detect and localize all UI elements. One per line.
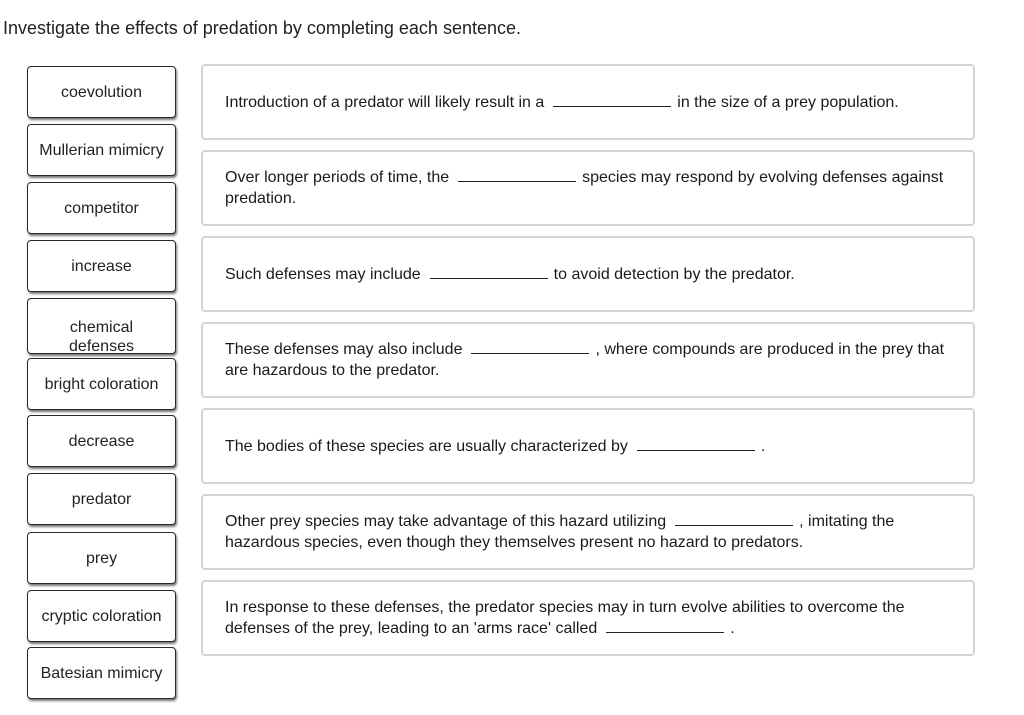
answer-drop-zone[interactable]	[675, 513, 793, 526]
sentence-after: in the size of a prey population.	[677, 93, 899, 111]
sentence-after: , where compounds are produced in the prey that are hazardous to the predator.	[225, 341, 945, 379]
answer-chip-mullerian-mimicry[interactable]	[27, 124, 176, 176]
sentence-row	[201, 580, 975, 656]
sentence-before: Such defenses may include	[225, 265, 421, 283]
sentence-before: The bodies of these species are usually characterized by	[225, 437, 628, 455]
answer-chip-increase[interactable]	[27, 240, 176, 292]
answer-chip-coevolution[interactable]	[27, 66, 176, 118]
sentence-row	[201, 64, 975, 140]
sentence-text	[225, 92, 899, 113]
sentence-row	[201, 494, 975, 570]
sentence-text	[225, 597, 951, 639]
answer-chip-predator[interactable]	[27, 473, 176, 525]
answer-chip-cryptic-coloration[interactable]	[27, 590, 176, 642]
chip-label: chemical defenses	[69, 319, 134, 354]
chip-label: competitor	[64, 199, 139, 217]
sentence-row	[201, 236, 975, 312]
answer-chip-chemical-defenses[interactable]	[27, 298, 176, 354]
chip-label: increase	[71, 257, 132, 275]
sentence-row	[201, 322, 975, 398]
sentence-text	[225, 264, 795, 285]
chip-label: prey	[85, 549, 118, 567]
answer-chip-bright-coloration[interactable]	[27, 358, 176, 410]
chip-label: predator	[71, 490, 132, 508]
sentence-row	[201, 150, 975, 226]
sentence-before: These defenses may also include	[225, 341, 463, 358]
sentence-before: In response to these defenses, the predator species may in turn evolve abilities to overcome the defenses of the prey, leading to an 'arms race' called	[225, 599, 905, 637]
sentence-after: .	[730, 620, 735, 637]
answer-drop-zone[interactable]	[637, 438, 755, 451]
answer-chip-prey[interactable]	[27, 532, 176, 584]
sentence-text	[225, 511, 951, 553]
chip-label: Batesian mimicry	[40, 664, 163, 682]
sentence-after: species may respond by evolving defenses against predation.	[225, 169, 944, 207]
answer-chip-decrease[interactable]	[27, 415, 176, 467]
answer-drop-zone[interactable]	[553, 94, 671, 107]
sentence-before: Introduction of a predator will likely result in a	[225, 93, 545, 111]
sentence-before: Other prey species may take advantage of this hazard utilizing	[225, 513, 667, 530]
answer-drop-zone[interactable]	[606, 620, 724, 633]
sentence-before: Over longer periods of time, the	[225, 169, 450, 186]
answer-drop-zone[interactable]	[430, 266, 548, 279]
answer-drop-zone[interactable]	[458, 169, 576, 182]
instruction-text: Investigate the effects of predation by completing each sentence.	[3, 18, 522, 38]
sentence-after: , imitating the hazardous species, even though they themselves present no hazard to predators.	[225, 513, 895, 551]
chip-label: coevolution	[61, 83, 142, 101]
answer-chip-batesian-mimicry[interactable]	[27, 647, 176, 699]
sentence-text	[225, 339, 951, 381]
answer-drop-zone[interactable]	[471, 341, 589, 354]
sentence-row	[201, 408, 975, 484]
chip-label: decrease	[68, 432, 135, 450]
chip-label: Mullerian mimicry	[39, 141, 164, 159]
sentence-text	[225, 167, 951, 209]
sentence-text	[225, 436, 765, 457]
chip-label: bright coloration	[44, 375, 159, 393]
sentence-after: .	[760, 437, 766, 455]
answer-chip-competitor[interactable]	[27, 182, 176, 234]
chip-label: cryptic coloration	[41, 607, 162, 625]
sentence-after: to avoid detection by the predator.	[553, 265, 795, 283]
